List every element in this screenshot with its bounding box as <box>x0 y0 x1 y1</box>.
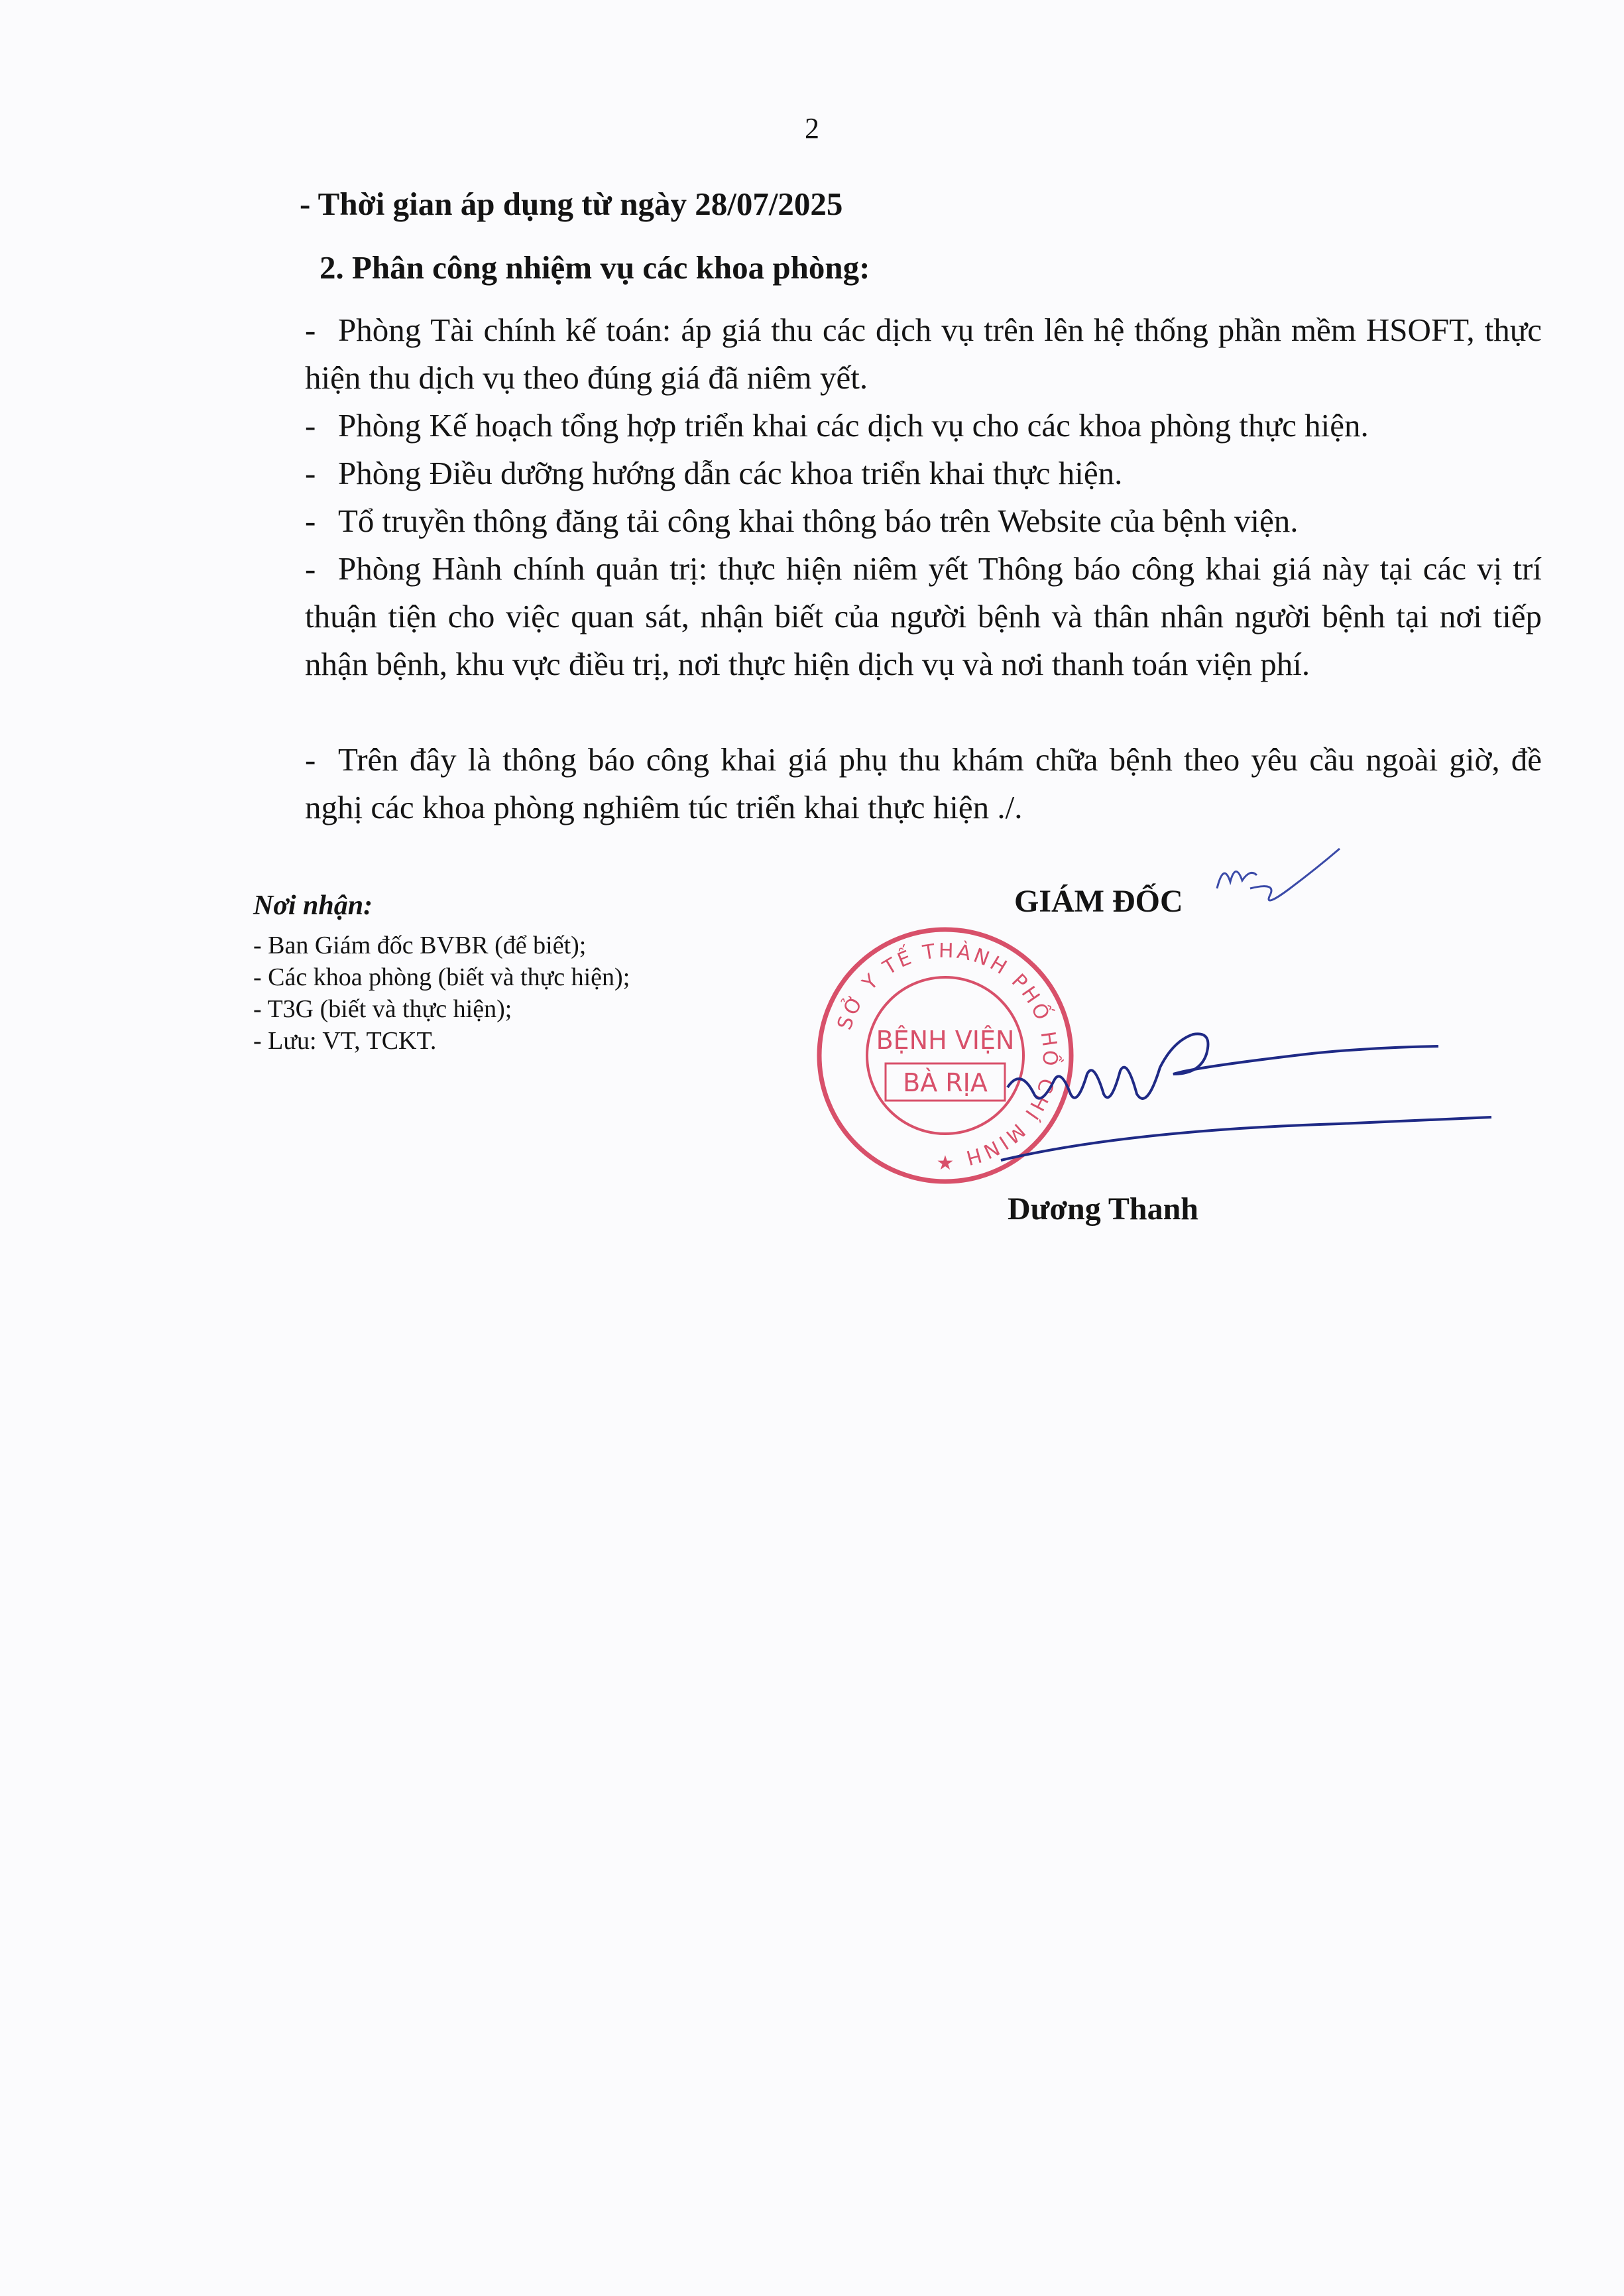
assignment-text: Phòng Hành chính quản trị: thực hiện niêm yết Thông báo công khai giá này tại các vị trí thuận tiện cho việc quan sát, nhận biết của người bệnh và thân nhân người bệnh tại nơi tiếp nhận bệnh, khu vực điều trị, nơi thực hiện dịch vụ và nơi thanh toán viện phí. <box>305 550 1542 682</box>
recipients-title: Nơi nhận: <box>253 890 373 921</box>
initials-mark <box>1210 842 1343 922</box>
recipient-item: - Các khoa phòng (biết và thực hiện); <box>253 963 630 991</box>
assignment-item <box>251 306 1542 402</box>
dash-marker: - <box>305 312 316 348</box>
recipient-item: - Lưu: VT, TCKT. <box>253 1027 437 1055</box>
recipients-list <box>253 930 850 1057</box>
assignment-item <box>251 450 1542 497</box>
section-heading-assignments: 2. Phân công nhiệm vụ các khoa phòng: <box>319 249 870 286</box>
dash-marker: - <box>305 407 316 444</box>
page-number: 2 <box>805 112 819 145</box>
stamp-star-icon: ★ <box>936 1152 955 1175</box>
apply-date-line: - Thời gian áp dụng từ ngày 28/07/2025 <box>300 186 843 222</box>
stamp-line1: BỆNH VIỆN <box>876 1026 1015 1055</box>
assignment-text: Tổ truyền thông đăng tải công khai thông báo trên Website của bệnh viện. <box>338 503 1299 539</box>
stamp-line2: BÀ RỊA <box>903 1068 988 1097</box>
assignment-item <box>251 736 1542 831</box>
signer-title: GIÁM ĐỐC <box>1014 884 1183 919</box>
dash-marker: - <box>305 455 316 491</box>
dash-marker: - <box>305 550 316 587</box>
stamp-ring-text: SỞ Y TẾ THÀNH PHỐ HỒ CHÍ MINH <box>833 939 1062 1170</box>
dash-marker: - <box>305 503 316 539</box>
assignment-item <box>251 402 1542 450</box>
recipient-item: - Ban Giám đốc BVBR (để biết); <box>253 932 587 959</box>
assignment-item <box>251 497 1542 545</box>
assignment-text: Phòng Tài chính kế toán: áp giá thu các dịch vụ trên lên hệ thống phần mềm HSOFT, thực hiện thu dịch vụ theo đúng giá đã niêm yết. <box>305 312 1542 396</box>
assignment-item <box>251 545 1542 688</box>
handwritten-signature <box>994 995 1498 1180</box>
assignment-text: Phòng Điều dưỡng hướng dẫn các khoa triển khai thực hiện. <box>338 455 1123 491</box>
dash-marker: - <box>305 741 316 778</box>
recipients-block <box>253 887 850 1057</box>
assignment-text: Trên đây là thông báo công khai giá phụ thu khám chữa bệnh theo yêu cầu ngoài giờ, đề nghị các khoa phòng nghiêm túc triển khai thực hiện ./. <box>305 741 1542 825</box>
assignment-text: Phòng Kế hoạch tổng hợp triển khai các dịch vụ cho các khoa phòng thực hiện. <box>338 407 1369 444</box>
recipient-item: - T3G (biết và thực hiện); <box>253 995 512 1023</box>
signer-name: Dương Thanh <box>1008 1191 1198 1227</box>
